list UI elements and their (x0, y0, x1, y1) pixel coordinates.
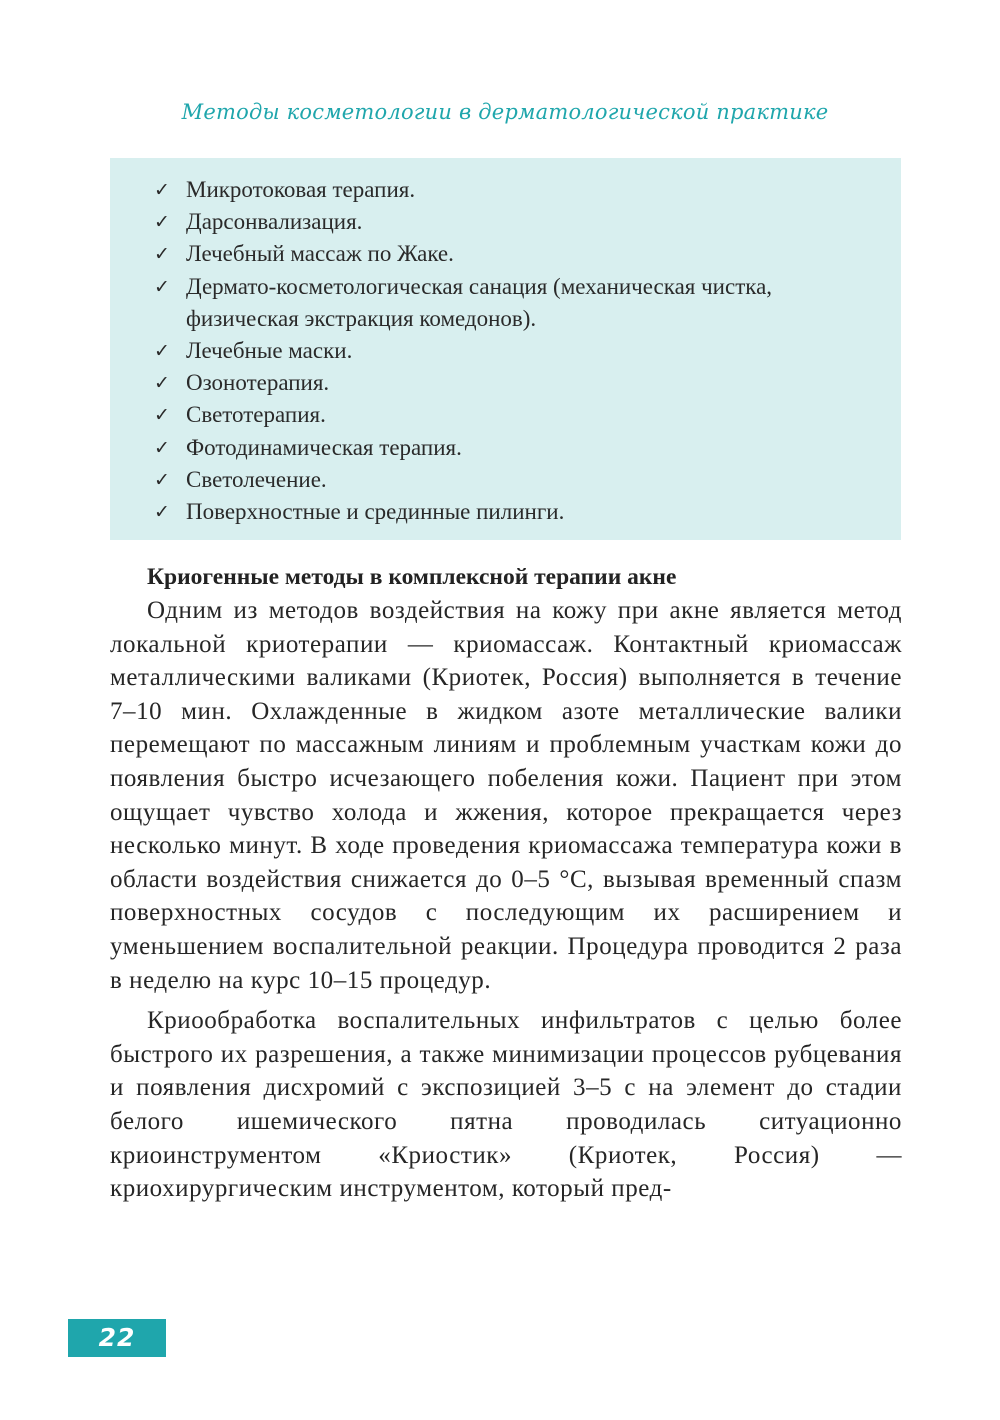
section-body (110, 594, 902, 1213)
list-item-text: Дермато-косметологическая санация (механическая чистка, физическая экстракция комедонов). (186, 273, 773, 331)
list-item-text: Фотодинамическая терапия. (186, 434, 462, 460)
list-item (154, 367, 881, 399)
paragraph: Одним из методов воздействия на кожу при акне является метод локальной криотерапии — криомассаж. Контактный криомассаж металлическими валиками (Криотек, Россия) выполняется в течение 7–10 мин. Охлажденные в жидком азоте металлические валики перемещают по массажным линиям и проблемным участкам кожи до появления быстро исчезающего побеления кожи. Пациент при этом ощущает чувство холода и жжения, которое прекращается через несколько минут. В ходе проведения криомассажа температура кожи в области воздействия снижается до 0–5 °С, вызывая временный спазм поверхностных сосудов с последующим их расширением и уменьшением воспалительной реакции. Процедура проводится 2 раза в неделю на курс 10–15 процедур. (110, 597, 902, 994)
methods-list-box (110, 158, 901, 540)
list-item-text: Лечебный массаж по Жаке. (186, 241, 454, 267)
checkmark-icon: ✓ (154, 211, 170, 234)
list-item (154, 238, 881, 270)
paragraph: Криообработка воспалительных инфильтратов с целью более быстрого их разрешения, а также минимизации процессов рубцевания и появления дисхромий с экспозицией 3–5 с на элемент до стадии белого ишемического пятна проводилась ситуационно криоинструментом «Криостик» (Криотек, Россия) — криохирургическим инструментом, который пред- (110, 1007, 902, 1203)
list-item-text: Микротоковая терапия. (186, 177, 416, 202)
checkmark-icon: ✓ (154, 275, 170, 298)
page-number: 22 (98, 1323, 136, 1352)
list-item-text: Озонотерапия. (186, 370, 330, 396)
checkmark-icon: ✓ (154, 404, 170, 427)
methods-list (154, 174, 881, 528)
list-item (154, 174, 881, 206)
checkmark-icon: ✓ (154, 372, 170, 395)
checkmark-icon: ✓ (154, 340, 170, 363)
running-title: Методы косметологии в дерматологической практике (181, 100, 829, 124)
checkmark-icon: ✓ (154, 501, 170, 524)
checkmark-icon: ✓ (154, 179, 170, 201)
list-item-text: Светотерапия. (186, 402, 326, 428)
list-item-text: Дарсонвализация. (186, 209, 363, 235)
list-item (154, 432, 881, 464)
list-item (154, 271, 881, 335)
list-item-text: Поверхностные и срединные пилинги. (186, 499, 565, 525)
checkmark-icon: ✓ (154, 436, 170, 459)
list-item (154, 399, 881, 431)
list-item (154, 335, 881, 367)
checkmark-icon: ✓ (154, 468, 170, 491)
list-item (154, 496, 881, 528)
list-item (154, 206, 881, 238)
list-item-text: Светолечение. (186, 466, 327, 492)
checkmark-icon: ✓ (154, 243, 170, 266)
list-item-text: Лечебные маски. (186, 338, 353, 364)
list-item (154, 464, 881, 496)
section-heading: Криогенные методы в комплексной терапии акне (147, 564, 677, 590)
